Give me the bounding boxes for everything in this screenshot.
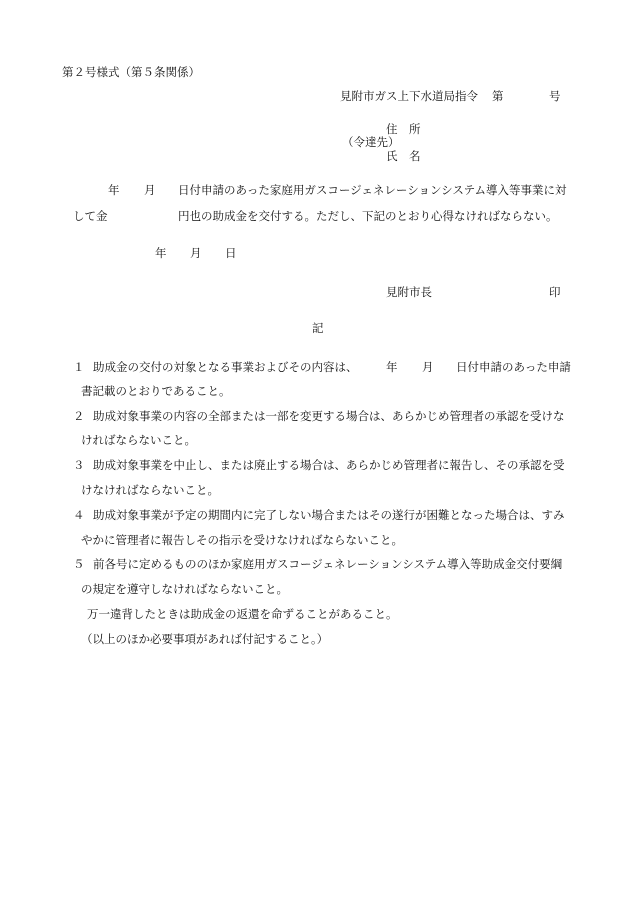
condition-text: 助成対象事業の内容の全部または一部を変更する場合は、あらかじめ管理者の承認を受けな (93, 409, 565, 423)
condition-text: けなければならないこと。 (81, 483, 219, 497)
condition-number: ２ (73, 409, 85, 423)
directive-issuer: 見附市ガス上下水道局指令 (340, 89, 478, 103)
name-label: 氏 名 (386, 149, 421, 163)
addressee-label: （令達先） (342, 135, 400, 149)
directive-number-suffix: 号 (549, 89, 561, 103)
condition-text: やかに管理者に報告しその指示を受けなければならないこと。 (81, 533, 403, 547)
condition-number: ４ (73, 508, 85, 522)
body-line1: 日付申請のあった家庭用ガスコージェネレーションシステム導入等事業に対 (178, 183, 567, 197)
heading-ki: 記 (312, 321, 324, 335)
condition-text: 助成金の交付の対象となる事業およびその内容は、 (93, 360, 358, 374)
issuer-title: 見附市長 (386, 285, 432, 299)
note-refund: 万一違背したときは助成金の返還を命ずることがあること。 (87, 607, 398, 621)
date-year: 年 (155, 246, 167, 260)
address-label: 住 所 (386, 122, 421, 136)
condition-year: 年 (386, 360, 398, 374)
condition-text: 書記載のとおりであること。 (81, 384, 231, 398)
form-number: 第２号様式（第５条関係） (62, 65, 200, 79)
condition-text: 助成対象事業を中止し、または廃止する場合は、あらかじめ管理者に報告し、その承認を受 (93, 458, 565, 472)
date-day: 日 (225, 246, 237, 260)
condition-number: ５ (73, 557, 85, 571)
seal-mark: 印 (549, 285, 561, 299)
date-month: 月 (190, 246, 202, 260)
body-line2-prefix: して金 (73, 209, 108, 223)
note-additional: （以上のほか必要事項があれば付記すること。） (81, 632, 329, 646)
condition-month: 月 (422, 360, 434, 374)
body-month: 月 (144, 183, 156, 197)
condition-number: ３ (73, 458, 85, 472)
directive-number-prefix: 第 (492, 89, 504, 103)
condition-text: 日付申請のあった申請 (456, 360, 571, 374)
condition-text: ければならないこと。 (81, 433, 196, 447)
condition-number: １ (73, 360, 85, 374)
body-line2: 円也の助成金を交付する。ただし、下記のとおり心得なければならない。 (178, 209, 558, 223)
condition-text: の規定を遵守しなければならないこと。 (81, 582, 288, 596)
body-year: 年 (108, 183, 120, 197)
condition-text: 前各号に定めるもののほか家庭用ガスコージェネレーションシステム導入等助成金交付要綱 (93, 557, 563, 571)
condition-text: 助成対象事業が予定の期間内に完了しない場合またはその遂行が困難となった場合は、すみ (93, 508, 565, 522)
